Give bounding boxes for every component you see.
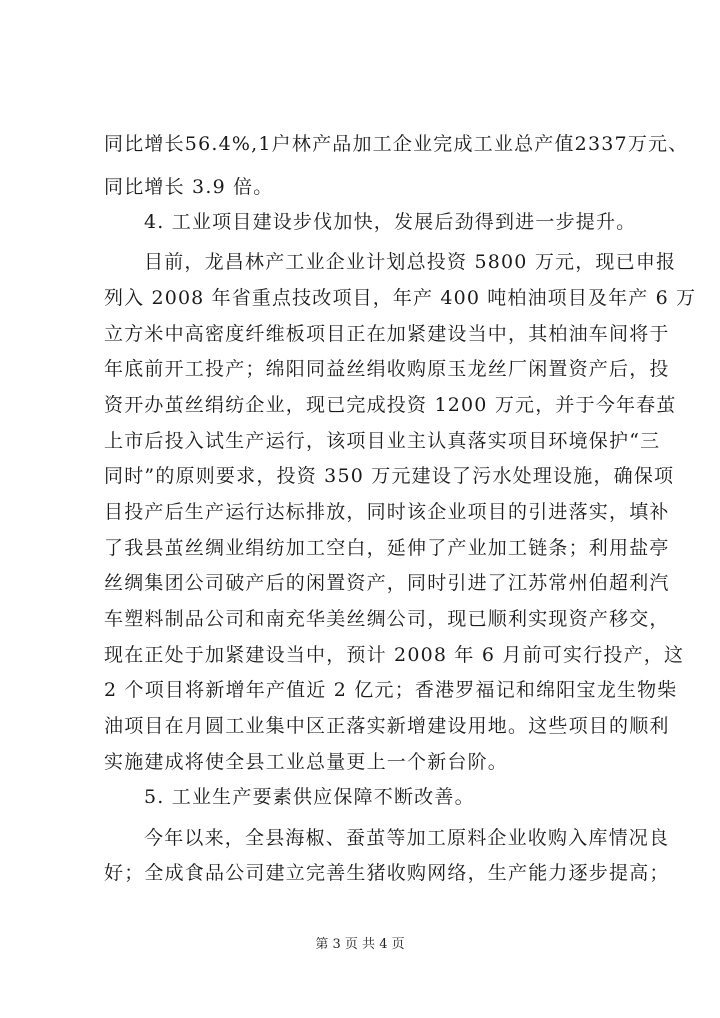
paragraph-line: 列入 2008 年省重点技改项目，年产 400 吨柏油项目及年产 6 万 xyxy=(104,287,697,309)
paragraph-line: 同时”的原则要求，投资 350 万元建设了污水处理设施，确保项 xyxy=(104,465,675,487)
paragraph-line: 实施建成将使全县工业总量更上一个新台阶。 xyxy=(104,751,509,773)
paragraph-line: 现在正处于加紧建设当中，预计 2008 年 6 月前可实行投产，这 xyxy=(104,644,685,666)
paragraph-line: 今年以来，全县海椒、蚕茧等加工原料企业收购入库情况良 xyxy=(144,827,670,849)
section-heading: 4. 工业项目建设步伐加快，发展后劲得到进一步提升。 xyxy=(144,211,637,233)
paragraph-line: 油项目在月圆工业集中区正落实新增建设用地。这些项目的顺利 xyxy=(104,715,670,737)
section-heading: 5. 工业生产要素供应保障不断改善。 xyxy=(144,786,475,808)
paragraph-line: 目投产后生产运行达标排放，同时该企业项目的引进落实，填补 xyxy=(104,501,670,523)
paragraph-line: 同比增长56.4%,1户林产品加工企业完成工业总产值2337万元、 xyxy=(104,133,689,155)
page-footer: 第 3 页 共 4 页 xyxy=(315,937,405,952)
paragraph-line: 丝绸集团公司破产后的闲置资产，同时引进了江苏常州伯超利汽 xyxy=(104,572,670,594)
paragraph-line: 同比增长 3.9 倍。 xyxy=(104,176,274,198)
paragraph-line: 了我县茧丝绸业绢纺加工空白，延伸了产业加工链条；利用盐亭 xyxy=(104,537,670,559)
paragraph-line: 资开办茧丝绢纺企业，现已完成投资 1200 万元，并于今年春茧 xyxy=(104,394,677,416)
paragraph-line: 目前，龙昌林产工业企业计划总投资 5800 万元，现已申报 xyxy=(144,251,677,273)
paragraph-line: 好；全成食品公司建立完善生猪收购网络，生产能力逐步提高； xyxy=(104,862,670,884)
paragraph-line: 车塑料制品公司和南充华美丝绸公司，现已顺利实现资产移交， xyxy=(104,608,670,630)
paragraph-line: 上市后投入试生产运行，该项目业主认真落实项目环境保护“三 xyxy=(104,430,661,452)
paragraph-line: 年底前开工投产；绵阳同益丝绢收购原玉龙丝厂闲置资产后，投 xyxy=(104,358,670,380)
paragraph-line: 立方米中高密度纤维板项目正在加紧建设当中，其柏油车间将于 xyxy=(104,323,670,345)
paragraph-line: 2 个项目将新增年产值近 2 亿元；香港罗福记和绵阳宝龙生物柴 xyxy=(104,679,678,701)
